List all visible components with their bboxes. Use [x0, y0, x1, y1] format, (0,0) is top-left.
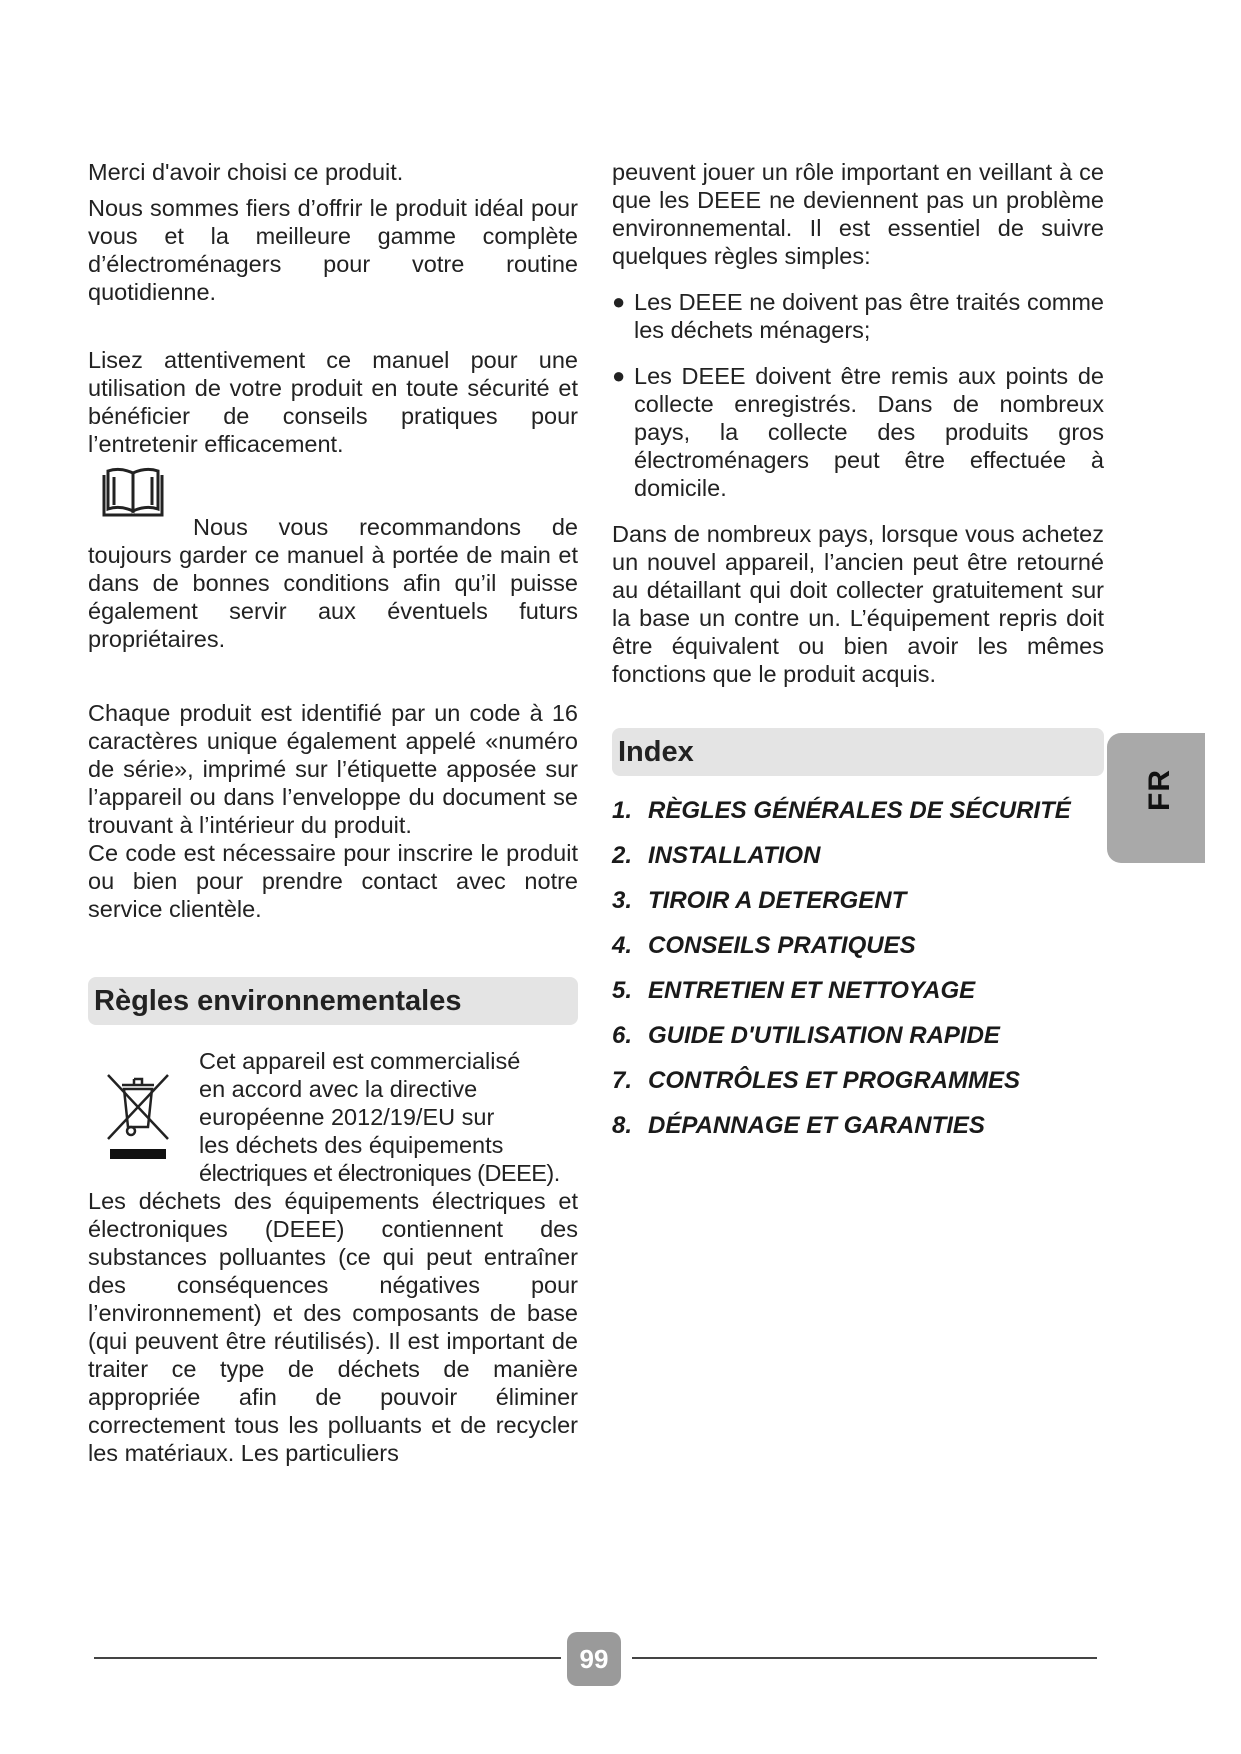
book-icon	[100, 465, 166, 521]
footer-divider-left	[94, 1657, 561, 1659]
weee-line: les déchets des équipements	[199, 1132, 504, 1158]
language-tab-label: FR	[1143, 769, 1176, 811]
environment-section-title: Règles environnementales	[88, 977, 578, 1025]
rule-bullet: ● Les DEEE ne doivent pas être traités comme les déchets ménagers;	[612, 289, 1104, 343]
weee-line: européenne 2012/19/EU sur	[199, 1104, 495, 1130]
page-number: 99	[567, 1632, 621, 1686]
weee-continued-paragraph: peuvent jouer un rôle important en veillant à ce que les DEEE ne deviennent pas un problème environnemental. Il est essentiel de suivre quelques règles simples:	[612, 159, 1104, 269]
index-item[interactable]: 6. GUIDE D'UTILISATION RAPIDE	[612, 1022, 1000, 1049]
rule-bullet: ● Les DEEE doivent être remis aux points de collecte enregistrés. Dans de nombreux pays, la collecte des produits gros électroménagers peut être effectuée à domicile.	[612, 363, 1104, 501]
index-item[interactable]: 4. CONSEILS PRATIQUES	[612, 932, 916, 959]
left-column	[88, 158, 578, 1467]
weee-line: Cet appareil est commercialisé	[199, 1048, 521, 1074]
manual-paragraph: Lisez attentivement ce manuel pour une utilisation de votre produit en toute sécurité et bénéficier de conseils pratiques pour l’entretenir efficacement.	[88, 347, 578, 457]
weee-paragraph: Les déchets des équipements électriques et électroniques (DEEE) contiennent des substances polluantes (ce qui peut entraîner des conséquences négatives pour l’environnement) et des composants de base (qui peuvent être réutilisés). Il est important de traiter ce type de déchets de manière appropriée afin de pouvoir éliminer correctement tous les polluants et de recycler les matériaux. Les particuliers	[88, 1188, 578, 1466]
weee-line: électriques et électroniques (DEEE).	[199, 1160, 560, 1186]
keep-manual-block	[88, 513, 578, 653]
index-section-title: Index	[612, 728, 1104, 776]
index-item[interactable]: 1. RÈGLES GÉNÉRALES DE SÉCURITÉ	[612, 797, 1071, 824]
footer-divider-right	[632, 1657, 1097, 1659]
serial-paragraph: Chaque produit est identifié par un code à 16 caractères unique également appelé «numéro de série», imprimé sur l’étiquette apposée sur l’appareil ou dans l’enveloppe du document se trouvant à l’intérieur du produit.	[88, 700, 578, 838]
index-item[interactable]: 3. TIROIR A DETERGENT	[612, 887, 907, 914]
retailer-return-paragraph: Dans de nombreux pays, lorsque vous achetez un nouvel appareil, l’ancien peut être retourné au détaillant qui doit collecter gratuitement sur la base un contre un. L’équipement repris doit être équivalent ou bien avoir les mêmes fonctions que le produit acquis.	[612, 521, 1104, 687]
index-list	[612, 796, 1104, 1141]
serial-usage-paragraph: Ce code est nécessaire pour inscrire le produit ou bien pour prendre contact avec notre service clientèle.	[88, 840, 578, 922]
thanks-paragraph: Merci d'avoir choisi ce produit.	[88, 159, 404, 185]
bullet-dot-icon: ●	[612, 289, 626, 314]
crossed-bin-icon	[104, 1069, 172, 1161]
weee-line: en accord avec la directive	[199, 1076, 478, 1102]
index-item[interactable]: 7. CONTRÔLES ET PROGRAMMES	[612, 1067, 1021, 1094]
index-item[interactable]: 5. ENTRETIEN ET NETTOYAGE	[612, 977, 976, 1004]
right-column	[612, 158, 1104, 1156]
weee-block	[88, 1047, 578, 1187]
intro-paragraph: Nous sommes fiers d’offrir le produit idéal pour vous et la meilleure gamme complète d’électroménagers pour votre routine quotidienne.	[88, 195, 578, 305]
index-item[interactable]: 2. INSTALLATION	[612, 842, 821, 869]
bullet-dot-icon: ●	[612, 363, 626, 388]
keep-manual-paragraph: Nous vous recommandons de toujours garder ce manuel à portée de main et dans de bonnes conditions afin qu’il puisse également servir aux éventuels futurs propriétaires.	[88, 514, 578, 652]
index-item[interactable]: 8. DÉPANNAGE ET GARANTIES	[612, 1112, 985, 1139]
language-tab	[1107, 733, 1205, 863]
weee-directive-text	[199, 1047, 578, 1187]
